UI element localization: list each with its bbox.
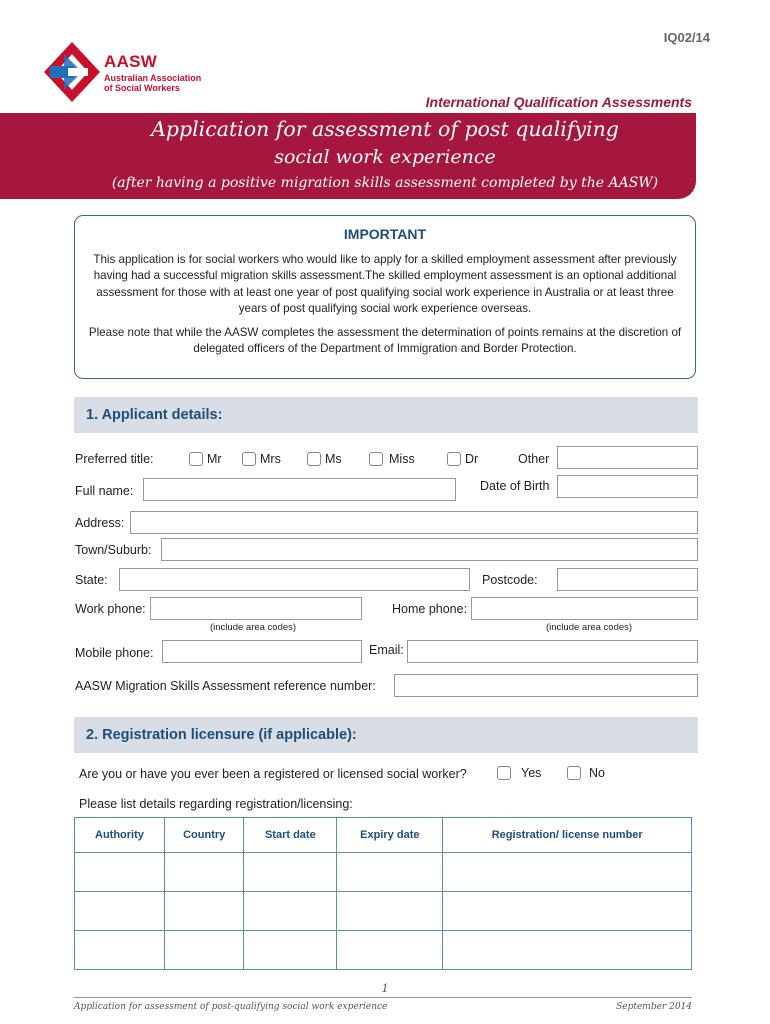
table-cell[interactable] [443, 892, 692, 931]
form-title-line1: Application for assessment of post qualifying [151, 117, 619, 141]
table-row [75, 853, 692, 892]
full-name-field[interactable] [143, 478, 456, 501]
mobile-phone-field[interactable] [162, 640, 362, 663]
work-phone-label: Work phone: [75, 602, 146, 616]
table-row [75, 892, 692, 931]
registered-no-label: No [589, 766, 605, 780]
mobile-phone-label: Mobile phone: [75, 646, 154, 660]
important-notice [74, 215, 696, 379]
table-cell[interactable] [164, 892, 244, 931]
preferred-title-label: Preferred title: [75, 452, 154, 466]
table-cell[interactable] [244, 853, 337, 892]
reference-number-field[interactable] [394, 674, 698, 697]
col-registration-number: Registration/ license number [443, 818, 692, 853]
postcode-label: Postcode: [482, 573, 538, 587]
address-field[interactable] [130, 511, 698, 534]
date-of-birth-field[interactable] [557, 475, 698, 498]
title-miss-checkbox[interactable] [369, 452, 383, 466]
important-paragraph-1: This application is for social workers who would like to apply for a skilled employment assessment after previously having had a successful migration skills assessment.The skilled employment assessment is an optional additional assessment for those with at least one year of post qualifying social work experience in Australia or at least three years of post qualifying social work experience overseas. [93, 253, 677, 316]
table-cell[interactable] [75, 853, 165, 892]
table-cell[interactable] [443, 931, 692, 970]
table-cell[interactable] [443, 853, 692, 892]
footer-title: Application for assessment of post-qualifying social work experience [74, 1002, 388, 1012]
date-of-birth-label: Date of Birth [480, 479, 550, 493]
col-country: Country [164, 818, 244, 853]
town-suburb-label: Town/Suburb: [75, 543, 152, 557]
aasw-logo [42, 40, 212, 104]
table-cell[interactable] [337, 853, 443, 892]
table-cell[interactable] [164, 853, 244, 892]
section-registration-header: 2. Registration licensure (if applicable): [74, 717, 698, 753]
email-label: Email: [369, 643, 404, 657]
title-mr-label: Mr [207, 452, 222, 466]
title-miss-label: Miss [389, 452, 415, 466]
title-mrs-checkbox[interactable] [242, 452, 256, 466]
table-cell[interactable] [75, 892, 165, 931]
full-name-label: Full name: [75, 484, 134, 498]
form-subtitle: (after having a positive migration skills assessment completed by the AASW) [111, 175, 659, 191]
home-phone-note: (include area codes) [546, 622, 633, 633]
postcode-field[interactable] [557, 568, 698, 591]
logo-subline-2: of Social Workers [104, 83, 180, 93]
title-other-label: Other [518, 452, 550, 466]
table-cell[interactable] [244, 892, 337, 931]
home-phone-label: Home phone: [392, 602, 468, 616]
home-phone-field[interactable] [471, 597, 698, 620]
table-cell[interactable] [337, 892, 443, 931]
logo-wordmark: AASW [104, 52, 158, 71]
title-banner [0, 113, 696, 199]
title-ms-checkbox[interactable] [307, 452, 321, 466]
registration-list-label: Please list details regarding registration/licensing: [79, 797, 353, 811]
registered-question: Are you or have you ever been a registered or licensed social worker? [79, 767, 467, 781]
section-title: International Qualification Assessments [425, 94, 692, 110]
work-phone-field[interactable] [150, 597, 362, 620]
logo-subline-1: Australian Association [104, 73, 202, 83]
table-row [75, 931, 692, 970]
col-expiry-date: Expiry date [337, 818, 443, 853]
table-cell[interactable] [337, 931, 443, 970]
table-cell[interactable] [75, 931, 165, 970]
footer-date: September 2014 [616, 1002, 692, 1012]
table-cell[interactable] [164, 931, 244, 970]
title-mrs-label: Mrs [260, 452, 281, 466]
state-label: State: [75, 573, 108, 587]
registered-yes-checkbox[interactable] [497, 766, 511, 780]
title-other-field[interactable] [557, 446, 698, 469]
work-phone-note: (include area codes) [210, 622, 297, 633]
email-field[interactable] [407, 640, 698, 663]
registered-yes-label: Yes [521, 766, 542, 780]
footer-divider [74, 997, 692, 998]
registered-no-checkbox[interactable] [567, 766, 581, 780]
page-number: 1 [381, 982, 389, 995]
important-heading: IMPORTANT [343, 226, 427, 242]
state-field[interactable] [119, 568, 470, 591]
town-suburb-field[interactable] [161, 538, 698, 561]
col-authority: Authority [75, 818, 165, 853]
title-mr-checkbox[interactable] [189, 452, 203, 466]
title-dr-label: Dr [465, 452, 479, 466]
registration-table-header [75, 818, 692, 853]
title-dr-checkbox[interactable] [447, 452, 461, 466]
registration-table [74, 817, 692, 970]
table-cell[interactable] [244, 931, 337, 970]
title-ms-label: Ms [325, 452, 342, 466]
reference-number-label: AASW Migration Skills Assessment reference number: [75, 679, 376, 693]
section-applicant-details-header: 1. Applicant details: [74, 397, 698, 433]
important-paragraph-2: Please note that while the AASW completes the assessment the determination of points remains at the discretion of delegated officers of the Department of Immigration and Border Protection. [88, 326, 682, 356]
form-code: IQ02/14 [663, 30, 710, 45]
col-start-date: Start date [244, 818, 337, 853]
aasw-logo-icon [42, 40, 102, 104]
address-label: Address: [75, 516, 125, 530]
form-title-line2: social work experience [274, 146, 496, 168]
